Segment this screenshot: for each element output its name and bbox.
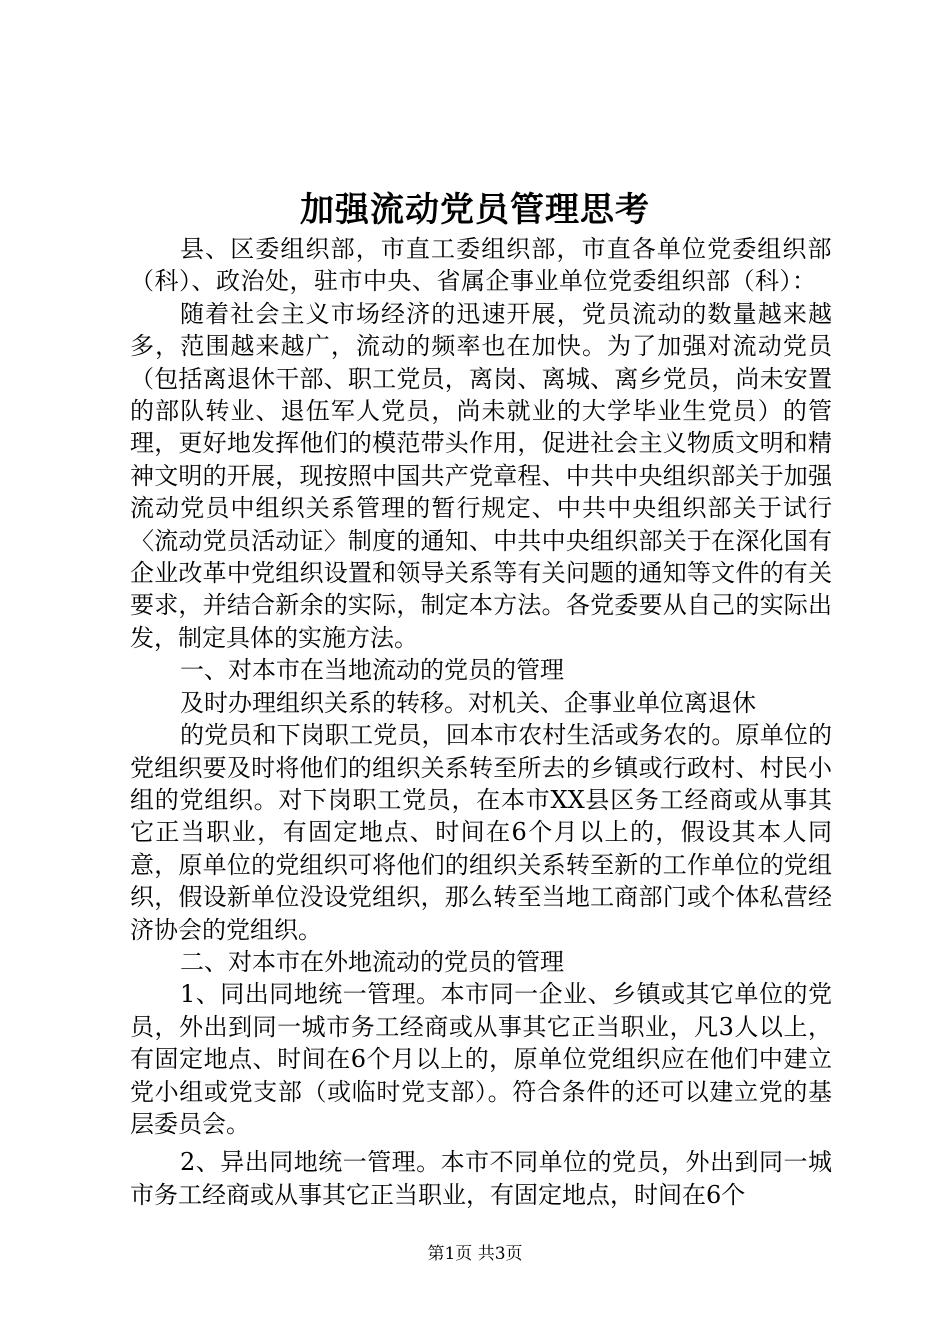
section-heading-external: 二、对本市在外地流动的党员的管理 bbox=[180, 947, 564, 976]
body-paragraph: 的党员和下岗职工党员，回本市农村生活或务农的。原单位的党组织要及时将他们的组织关系转至所去的乡镇或行政村、村民小组的党组织。对下岗职工党员，在本市XX县区务工经商或从事其它正当职业，有固定地点、时间在6个月以上的，假设其本人同意，原单位的党组织可将他们的组织关系转至新的工作单位的党组织，假设新单位没设党组织，那么转至当地工商部门或个体私营经济协会的党组织。 bbox=[130, 721, 832, 944]
section-heading-local: 一、对本市在当地流动的党员的管理 bbox=[180, 656, 564, 685]
intro-paragraph: 随着社会主义市场经济的迅速开展，党员流动的数量越来越多，范围越来越广，流动的频率也在加快。为了加强对流动党员（包括离退休干部、职工党员，离岗、离城、离乡党员，尚未安置的部队转业、退伍军人党员，尚未就业的大学毕业生党员）的管理，更好地发挥他们的模范带头作用，促进社会主义物质文明和精神文明的开展，现按照中国共产党章程、中共中央组织部关于加强流动党员中组织关系管理的暂行规定、中共中央组织部关于试行〈流动党员活动证〉制度的通知、中共中央组织部关于在深化国有企业改革中党组织设置和领导关系等有关问题的通知等文件的有关要求，并结合新余的实际，制定本方法。各党委要从自己的实际出发，制定具体的实施方法。 bbox=[130, 299, 832, 652]
page-number: 第1页 共3页 bbox=[427, 1244, 523, 1264]
body-paragraph: 及时办理组织关系的转移。对机关、企事业单位离退休 bbox=[180, 688, 756, 717]
page-title: 加强流动党员管理思考 bbox=[300, 190, 650, 230]
document-body bbox=[130, 233, 832, 1211]
body-paragraph: 2、异出同地统一管理。本市不同单位的党员，外出到同一城市务工经商或从事其它正当职业，有固定地点，时间在6个 bbox=[130, 1148, 832, 1209]
addressee-paragraph: 县、区委组织部，市直工委组织部，市直各单位党委组织部（科）、政治处，驻市中央、省属企事业单位党委组织部（科）： bbox=[130, 235, 832, 296]
body-paragraph: 1、同出同地统一管理。本市同一企业、乡镇或其它单位的党员，外出到同一城市务工经商或从事其它正当职业，凡3人以上，有固定地点、时间在6个月以上的，原单位党组织应在他们中建立党小组或党支部（或临时党支部）。符合条件的还可以建立党的基层委员会。 bbox=[130, 980, 832, 1138]
